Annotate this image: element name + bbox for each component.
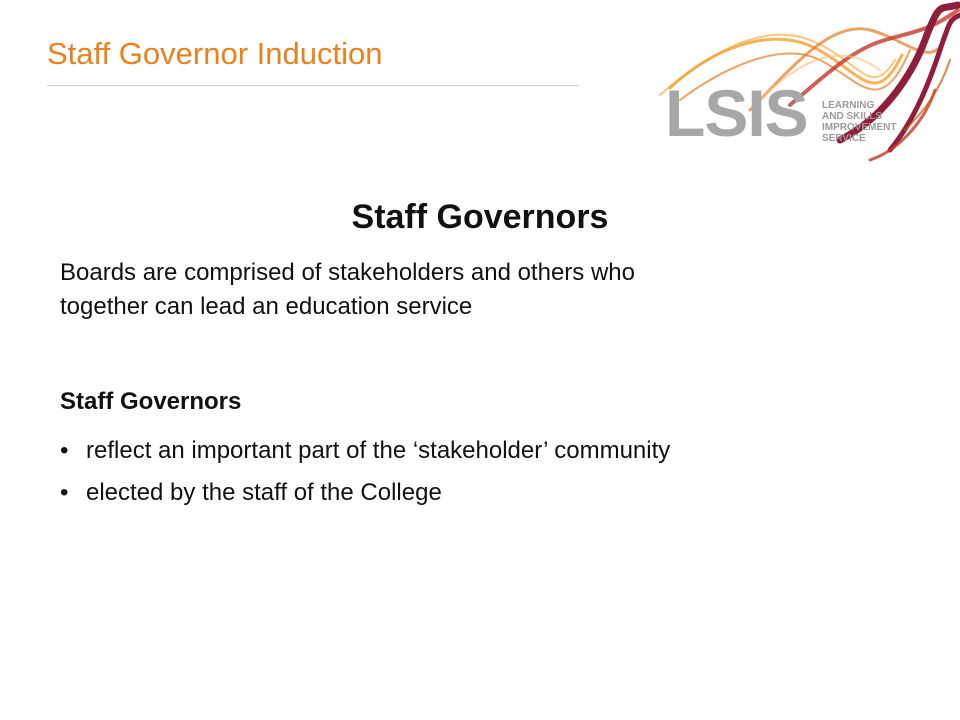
logo-wordmark: LSIS [665, 76, 808, 150]
intro-line: together can lead an education service [60, 293, 473, 320]
logo-tagline-line: IMPROVEMENT [822, 122, 897, 133]
bullet-text: elected by the staff of the College [86, 479, 442, 506]
bullet-icon: • [60, 479, 69, 506]
intro-paragraph [60, 256, 900, 324]
list-item [60, 430, 670, 472]
logo-tagline-line: AND SKILLS [822, 111, 882, 122]
logo-tagline [822, 100, 896, 144]
bullet-list [60, 430, 670, 514]
page-title: Staff Governor Induction [47, 36, 383, 71]
bullet-icon: • [60, 437, 69, 464]
slide-heading: Staff Governors [351, 198, 609, 236]
header-divider [47, 85, 579, 86]
intro-line: Boards are comprised of stakeholders and others who [60, 259, 635, 286]
section-subheading: Staff Governors [60, 388, 242, 415]
list-item [60, 472, 670, 514]
bullet-text: reflect an important part of the ‘stakeholder’ community [86, 437, 671, 464]
logo-tagline-line: SERVICE [822, 133, 866, 144]
logo-tagline-line: LEARNING [822, 100, 875, 111]
